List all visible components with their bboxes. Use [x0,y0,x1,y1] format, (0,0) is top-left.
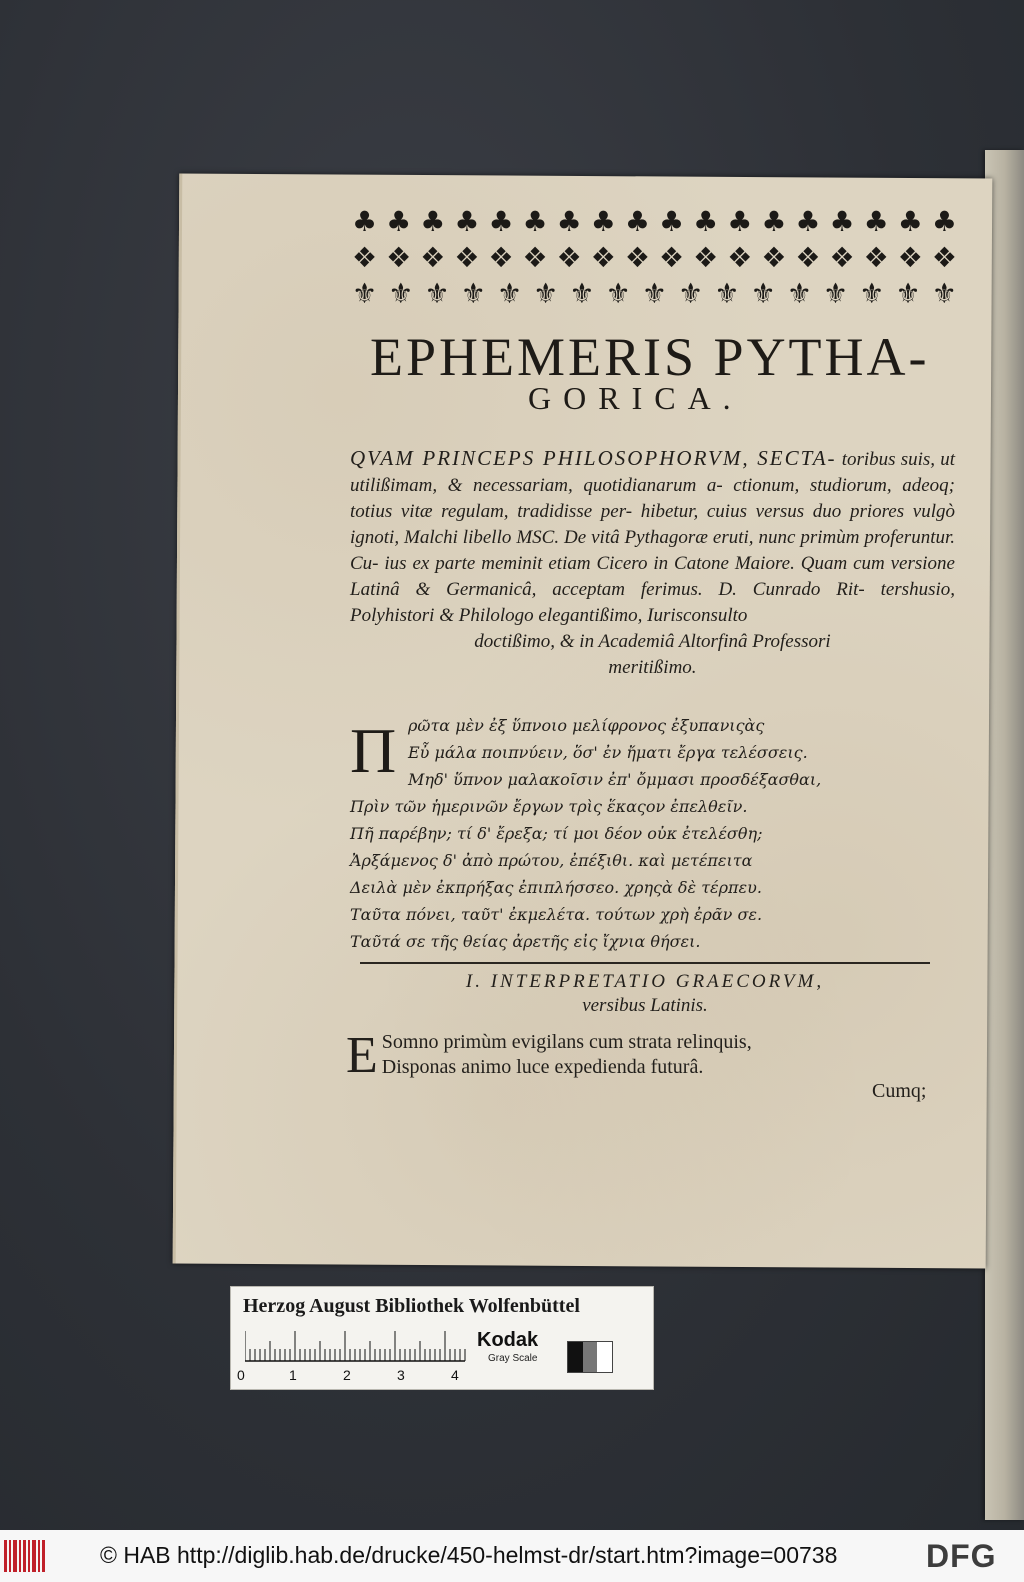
library-name: Herzog August Bibliothek Wolfenbüttel [243,1295,580,1317]
ornament-row-bottom: ⚜ ⚜ ⚜ ⚜ ⚜ ⚜ ⚜ ⚜ ⚜ ⚜ ⚜ ⚜ ⚜ ⚜ ⚜ ⚜ ⚜ [352,277,957,310]
latin-line: Somno primùm evigilans cum strata relinquis, [381,1031,752,1053]
kodak-logo: Kodak [477,1329,539,1351]
gray-scale-caption: Gray Scale [488,1353,538,1364]
ruler-number: 3 [397,1367,405,1383]
greek-line: Ταῦτα πόνει, ταῦτ' ἐκμελέτα. τούτων χρὴ ἐρᾶν σε. [350,905,763,924]
greek-opening [350,712,950,793]
intro-line: hibetur, cuius versus duo priores vulgò ignoti, Malchi libello [350,501,955,548]
footer-url[interactable]: © HAB http://diglib.hab.de/drucke/450-helmst-dr/start.htm?image=00738 [100,1542,838,1568]
ornament-row-top: ♣ ♣ ♣ ♣ ♣ ♣ ♣ ♣ ♣ ♣ ♣ ♣ ♣ ♣ ♣ ♣ ♣ ♣ [352,205,957,238]
dfg-logo: DFG [926,1538,997,1574]
greek-verses [350,712,950,955]
intro-line: toribus suis, ut utilißimam, & necessariam, quotidianarum a- [350,449,955,496]
intro-line: versione Latinâ & Germanicâ, acceptam ferimus. D. Cunrado Rit- [350,553,955,600]
intro-line: tershusio, Polyhistori & Philologo elegantißimo, Iurisconsulto [350,579,955,626]
page-title-line-2: GORICA. [528,380,743,416]
section-divider [360,962,930,964]
ruler-number: 1 [289,1367,297,1383]
greek-line: ρῶτα μὲν ἐξ ὕπνοιο μελίφρονος ἐξυπανιςὰς [408,716,765,735]
ruler-number: 2 [343,1367,351,1383]
catchword: Cumq; [872,1080,927,1102]
intro-line: ctionum, studiorum, adeoq; totius vitæ regulam, tradidisse per- [350,475,955,522]
ornament-band [352,204,957,316]
intro-line: doctißimo, & in Academiâ Altorfinâ Professori [474,631,831,652]
section-heading-subtitle: versibus Latinis. [582,995,708,1016]
gray-swatch [567,1341,613,1373]
barcode-icon [4,1540,48,1572]
greek-dropcap: Π [350,715,397,786]
intro-line: MSC. De vitâ Pythagoræ eruti, nunc primùm proferuntur. Cu- [350,527,956,574]
greek-line: Εὖ μάλα ποιπνύειν, ὅσ' ἐν ἤματι ἔργα τελέσσεις. [408,743,808,762]
ruler-scale-icon [245,1327,485,1363]
intro-line: QVAM PRINCEPS PHILOSOPHORVM, SECTA- [350,446,837,470]
greek-line: Πρὶν τῶν ἡμερινῶν ἔργων τρὶς ἕκαςον ἐπελθεῖν. [350,797,748,816]
intro-paragraph [350,445,955,681]
intro-line: meritißimo. [608,657,697,678]
greek-line: Ταῦτά σε τῆς θείας ἀρετῆς εἰς ἴχνια θήσει. [350,932,701,951]
intro-line: ius ex parte meminit etiam Cicero in Catone Maiore. Quam cum [384,553,885,574]
section-heading-title: I. INTERPRETATIO GRAECORVM, [465,971,825,992]
section-heading [360,970,930,1018]
latin-verses [346,1027,946,1084]
library-scale-label [230,1286,654,1390]
latin-dropcap: E [346,1027,378,1084]
greek-line: Ἀρξάμενος δ' ἀπὸ πρώτου, ἐπέξιθι. καὶ μετέπειτα [350,851,753,870]
greek-line: Πῆ παρέβην; τί δ' ἔρεξα; τί μοι δέον οὐκ ἐτελέσθη; [350,824,763,843]
ruler-number: 0 [237,1367,245,1383]
page-title-line-1: EPHEMERIS PYTHA- [370,327,930,387]
greek-line: Δειλὰ μὲν ἐκπρήξας ἐπιπλήσσεο. χρηςὰ δὲ τέρπευ. [350,878,762,897]
footer-bar [0,1530,1024,1582]
ruler-number: 4 [451,1367,459,1383]
greek-line: Μηδ' ὕπνον μαλακοῖσιν ἐπ' ὄμμασι προσδέξασθαι, [408,770,822,789]
ornament-row-middle: ❖ ❖ ❖ ❖ ❖ ❖ ❖ ❖ ❖ ❖ ❖ ❖ ❖ ❖ ❖ ❖ ❖ ❖ [352,241,957,274]
latin-line: Disponas animo luce expedienda futurâ. [381,1056,704,1078]
